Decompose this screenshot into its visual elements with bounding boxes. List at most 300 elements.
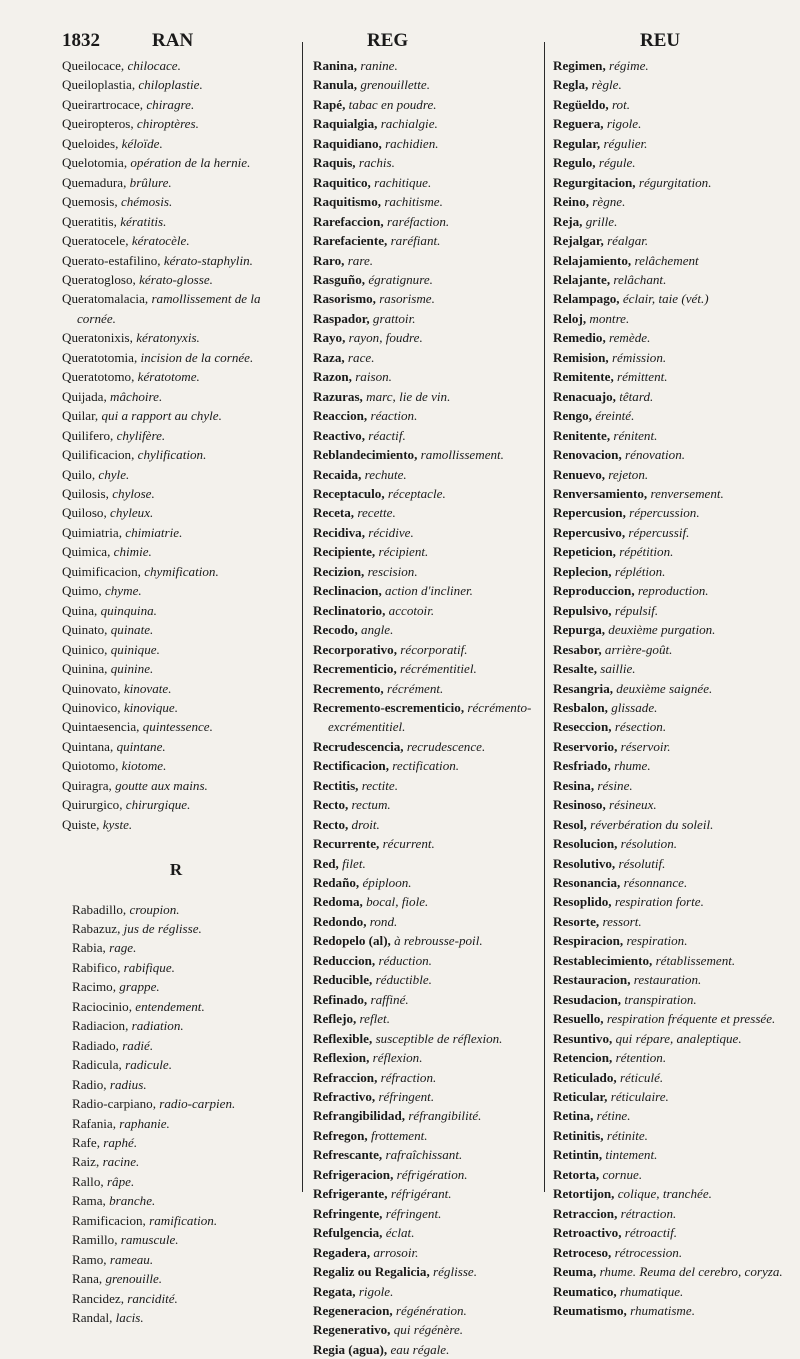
entry-headword: Rafania, — [72, 1115, 116, 1131]
entry-translation: lacis. — [115, 1310, 144, 1326]
entry-translation: réverbération du soleil. — [590, 816, 714, 832]
dictionary-entry — [313, 1223, 545, 1242]
entry-headword: Redondo, — [313, 913, 367, 929]
entry-translation: rectite. — [361, 777, 398, 793]
dictionary-entry — [313, 912, 545, 931]
entry-translation: chyme. — [104, 583, 142, 599]
entry-translation: règle. — [591, 77, 622, 93]
entry-translation: tintement. — [605, 1147, 658, 1163]
dictionary-entry — [553, 776, 796, 795]
entry-translation: raphé. — [103, 1135, 138, 1151]
entry-translation: réplétion. — [614, 563, 666, 579]
entry-headword: Reja, — [553, 213, 583, 229]
entry-translation: filet. — [342, 855, 366, 871]
entry-headword: Resuello, — [553, 1011, 604, 1027]
entry-translation: grenouille. — [105, 1271, 163, 1287]
entry-headword: Renversamiento, — [553, 485, 648, 501]
entry-translation: récrémentitiel. — [400, 661, 477, 677]
dictionary-entry — [62, 134, 290, 153]
dictionary-entry — [313, 212, 545, 231]
entry-headword: Retinitis, — [553, 1127, 604, 1143]
entry-headword: Red, — [313, 855, 339, 871]
entry-headword: Restauracion, — [553, 972, 631, 988]
dictionary-entry — [72, 1269, 290, 1288]
entry-translation: rétablissement. — [655, 952, 736, 968]
entry-headword: Querato-estafilino, — [62, 252, 161, 268]
entry-translation: qui répare, analeptique. — [615, 1030, 742, 1046]
dictionary-entry — [553, 309, 796, 328]
dictionary-entry — [72, 977, 290, 996]
entry-translation: kéloïde. — [121, 135, 163, 151]
dictionary-entry — [62, 465, 290, 484]
dictionary-entry — [553, 990, 796, 1009]
dictionary-entry — [553, 951, 796, 970]
dictionary-entry — [313, 1262, 545, 1281]
dictionary-entry — [313, 348, 545, 367]
entry-headword: Repercusivo, — [553, 524, 626, 540]
dictionary-entry — [313, 659, 545, 678]
entry-translation: résolution. — [620, 836, 678, 852]
entry-translation: reproduction. — [637, 583, 709, 599]
entry-translation: rachitique. — [374, 174, 432, 190]
entry-headword: Recremento-escrementicio, — [313, 699, 465, 715]
dictionary-column-1 — [62, 56, 290, 1328]
dictionary-entry — [313, 640, 545, 659]
dictionary-entry — [72, 1075, 290, 1094]
entry-translation: kérato-glosse. — [139, 271, 213, 287]
entry-headword: Quimo, — [62, 583, 102, 599]
entry-translation: épiploon. — [362, 875, 412, 891]
dictionary-entry — [62, 173, 290, 192]
dictionary-entry — [72, 1172, 290, 1191]
dictionary-entry — [313, 581, 545, 600]
entry-headword: Regimen, — [553, 58, 606, 73]
dictionary-entry — [553, 1009, 796, 1028]
entry-headword: Reblandecimiento, — [313, 447, 418, 463]
dictionary-entry — [553, 484, 796, 503]
entry-headword: Relajamiento, — [553, 252, 632, 268]
dictionary-entry — [62, 795, 290, 814]
entry-translation: récurrent. — [382, 836, 435, 852]
entry-translation: relâchant. — [613, 271, 667, 287]
dictionary-entry — [62, 328, 290, 347]
dictionary-entry — [313, 367, 545, 386]
dictionary-entry — [553, 795, 796, 814]
dictionary-entry — [313, 95, 545, 114]
entry-translation: marc, lie de vin. — [366, 388, 451, 404]
dictionary-entry — [553, 134, 796, 153]
entry-headword: Quilifero, — [62, 427, 114, 443]
entry-headword: Ramificacion, — [72, 1212, 146, 1228]
center-running-head: REG — [367, 30, 409, 51]
entry-headword: Reguera, — [553, 116, 604, 132]
dictionary-entry — [313, 406, 545, 425]
dictionary-entry — [72, 997, 290, 1016]
entry-translation: régénération. — [395, 1303, 467, 1318]
entry-headword: Resabor, — [553, 641, 602, 657]
entry-headword: Retortijon, — [553, 1186, 615, 1202]
dictionary-entry — [553, 601, 796, 620]
dictionary-entry — [553, 912, 796, 931]
dictionary-entry — [62, 523, 290, 542]
entry-headword: Rafe, — [72, 1135, 100, 1151]
entry-headword: Rarefaccion, — [313, 213, 384, 229]
entry-headword: Reduccion, — [313, 952, 376, 968]
dictionary-entry — [313, 815, 545, 834]
entry-headword: Regia (agua), — [313, 1341, 388, 1357]
entry-headword: Retina, — [553, 1108, 594, 1124]
entry-translation: chiroptères. — [136, 116, 199, 132]
entry-translation: rabifique. — [123, 959, 175, 975]
entry-translation: colique, tranchée. — [617, 1186, 712, 1202]
dictionary-entry — [313, 1184, 545, 1203]
entry-translation: chylification. — [137, 447, 207, 463]
entry-translation: râpe. — [106, 1173, 135, 1189]
entry-translation: saillie. — [600, 661, 636, 677]
entry-headword: Regeneracion, — [313, 1303, 393, 1318]
entry-translation: régule. — [598, 155, 636, 171]
entry-translation: rot. — [611, 96, 631, 112]
entry-translation: règne. — [592, 194, 626, 210]
entry-headword: Reducible, — [313, 972, 373, 988]
dictionary-entry — [62, 620, 290, 639]
entry-headword: Quina, — [62, 602, 98, 618]
entry-translation: quinquina. — [100, 602, 157, 618]
entry-translation: réactif. — [368, 427, 406, 443]
entry-translation: recette. — [357, 505, 396, 521]
entry-headword: Regurgitacion, — [553, 174, 636, 190]
entry-headword: Recaida, — [313, 466, 362, 482]
dictionary-entry — [72, 1250, 290, 1269]
entry-headword: Quelotomia, — [62, 155, 128, 171]
dictionary-entry — [72, 1230, 290, 1249]
entry-headword: Quilar, — [62, 408, 99, 424]
entry-list — [62, 900, 290, 1328]
entry-translation: croupion. — [129, 901, 180, 917]
entry-translation: rachidien. — [385, 135, 439, 151]
entry-headword: Resbalon, — [553, 699, 608, 715]
entry-translation: relâchement — [634, 252, 699, 268]
entry-headword: Reservorio, — [553, 738, 618, 754]
entry-translation: raffiné. — [370, 991, 409, 1007]
entry-translation: réservoir. — [620, 738, 671, 754]
entry-translation: deuxième saignée. — [616, 680, 713, 696]
dictionary-entry — [553, 75, 796, 94]
entry-headword: Radio, — [72, 1076, 107, 1092]
entry-headword: Quinina, — [62, 661, 108, 677]
dictionary-entry — [553, 873, 796, 892]
dictionary-entry — [313, 1320, 545, 1339]
entry-headword: Resinoso, — [553, 797, 606, 813]
entry-translation: raréfaction. — [386, 213, 450, 229]
entry-translation: rigole. — [606, 116, 642, 132]
dictionary-entry — [553, 270, 796, 289]
entry-headword: Rabia, — [72, 940, 106, 956]
dictionary-entry — [313, 1029, 545, 1048]
entry-headword: Radiado, — [72, 1037, 119, 1053]
entry-headword: Repeticion, — [553, 544, 616, 560]
entry-headword: Renitente, — [553, 427, 611, 443]
entry-headword: Quimiatria, — [62, 524, 122, 540]
entry-headword: Raspador, — [313, 310, 370, 326]
entry-translation: raison. — [355, 369, 392, 385]
dictionary-entry — [62, 231, 290, 250]
entry-translation: rare. — [347, 252, 374, 268]
entry-headword: Receptaculo, — [313, 485, 385, 501]
entry-headword: Resalte, — [553, 661, 597, 677]
entry-headword: Rarefaciente, — [313, 233, 388, 249]
entry-headword: Ranula, — [313, 77, 358, 93]
entry-translation: rétine. — [596, 1108, 631, 1124]
dictionary-entry — [313, 1068, 545, 1087]
entry-headword: Restablecimiento, — [553, 952, 653, 968]
entry-translation: réticulaire. — [610, 1089, 669, 1105]
entry-translation: ramification. — [149, 1212, 218, 1228]
dictionary-entry — [553, 348, 796, 367]
entry-translation: kyste. — [102, 816, 133, 832]
dictionary-entry — [553, 1087, 796, 1106]
entry-headword: Resonancia, — [553, 875, 621, 891]
dictionary-entry — [313, 56, 545, 75]
dictionary-entry — [553, 1204, 796, 1223]
entry-translation: résection. — [614, 719, 667, 735]
entry-headword: Refrescante, — [313, 1147, 383, 1163]
entry-headword: Recidiva, — [313, 524, 366, 540]
entry-translation: rectification. — [392, 758, 460, 774]
dictionary-entry — [553, 698, 796, 717]
entry-translation: reflet. — [359, 1011, 390, 1027]
dictionary-entry — [553, 212, 796, 231]
dictionary-entry — [313, 562, 545, 581]
entry-translation: rhumatique. — [619, 1283, 684, 1299]
entry-translation: rasorisme. — [379, 291, 435, 307]
dictionary-entry — [313, 1165, 545, 1184]
entry-translation: branche. — [109, 1193, 156, 1209]
entry-translation: radicule. — [125, 1057, 173, 1073]
dictionary-entry — [553, 620, 796, 639]
entry-headword: Reactivo, — [313, 427, 365, 443]
entry-translation: réticulé. — [619, 1069, 664, 1085]
entry-headword: Recizion, — [313, 563, 365, 579]
entry-headword: Rengo, — [553, 408, 592, 424]
entry-translation: glissade. — [611, 699, 658, 715]
entry-translation: résonnance. — [623, 875, 688, 891]
entry-headword: Rapé, — [313, 96, 346, 112]
entry-headword: Quintaesencia, — [62, 719, 140, 735]
entry-headword: Reclinacion, — [313, 583, 382, 599]
dictionary-entry — [62, 679, 290, 698]
dictionary-entry — [313, 931, 545, 950]
dictionary-entry — [553, 1184, 796, 1203]
entry-headword: Reuma, — [553, 1264, 597, 1280]
entry-translation: réfrigérant. — [390, 1186, 452, 1202]
dictionary-entry — [313, 153, 545, 172]
dictionary-entry — [553, 834, 796, 853]
dictionary-entry — [62, 289, 290, 328]
dictionary-entry — [313, 1204, 545, 1223]
dictionary-entry — [313, 542, 545, 561]
entry-translation: ramollissement. — [420, 447, 504, 463]
entry-headword: Reflexible, — [313, 1030, 373, 1046]
dictionary-entry — [313, 698, 545, 737]
dictionary-entry — [553, 231, 796, 250]
page-header — [0, 30, 800, 56]
entry-translation: chylifère. — [116, 427, 166, 443]
dictionary-entry — [553, 251, 796, 270]
dictionary-entry — [553, 328, 796, 347]
dictionary-entry — [313, 892, 545, 911]
entry-headword: Refregon, — [313, 1127, 368, 1143]
dictionary-entry — [553, 1068, 796, 1087]
entry-headword: Queratonixis, — [62, 330, 133, 346]
entry-translation: eau régale. — [390, 1341, 450, 1357]
entry-translation: brûlure. — [129, 174, 172, 190]
dictionary-entry — [313, 1048, 545, 1067]
entry-translation: récipient. — [378, 544, 429, 560]
dictionary-entry — [72, 1133, 290, 1152]
entry-translation: grappe. — [119, 979, 160, 995]
entry-translation: ramollissement de la cornée. — [77, 291, 261, 326]
entry-translation: rétraction. — [620, 1205, 677, 1221]
section-letter: R — [169, 860, 183, 880]
entry-headword: Repulsivo, — [553, 602, 612, 618]
entry-translation: arrière-goût. — [604, 641, 673, 657]
entry-headword: Reino, — [553, 194, 590, 210]
dictionary-entry — [553, 503, 796, 522]
entry-headword: Quintana, — [62, 738, 114, 754]
dictionary-entry — [553, 679, 796, 698]
entry-headword: Reticulado, — [553, 1069, 617, 1085]
dictionary-entry — [313, 445, 545, 464]
dictionary-entry — [313, 114, 545, 133]
entry-translation: jus de réglisse. — [123, 921, 202, 937]
entry-translation: chimiatrie. — [125, 524, 183, 540]
entry-translation: chémosis. — [120, 194, 173, 210]
dictionary-entry — [553, 1223, 796, 1242]
entry-headword: Rasguño, — [313, 271, 366, 287]
dictionary-entry — [313, 484, 545, 503]
entry-headword: Razuras, — [313, 388, 363, 404]
dictionary-entry — [313, 465, 545, 484]
entry-headword: Replecion, — [553, 563, 612, 579]
entry-headword: Regla, — [553, 77, 589, 93]
entry-translation: ressort. — [602, 913, 642, 929]
entry-translation: récrémento-excrémentitiel. — [328, 699, 532, 735]
dictionary-entry — [62, 756, 290, 775]
dictionary-entry — [72, 1191, 290, 1210]
entry-headword: Reflexion, — [313, 1050, 370, 1066]
entry-translation: quintane. — [116, 738, 166, 754]
entry-translation: respiration. — [626, 933, 688, 949]
entry-headword: Refrigerante, — [313, 1186, 388, 1202]
entry-headword: Rabazuz, — [72, 921, 121, 937]
left-running-head: RAN — [152, 30, 194, 51]
dictionary-entry — [62, 270, 290, 289]
entry-translation: rage. — [109, 940, 137, 956]
entry-headword: Resorte, — [553, 913, 600, 929]
entry-translation: opération de la hernie. — [130, 155, 251, 171]
dictionary-entry — [72, 1211, 290, 1230]
dictionary-entry — [313, 1282, 545, 1301]
dictionary-entry — [313, 1243, 545, 1262]
entry-headword: Ramillo, — [72, 1232, 118, 1248]
dictionary-entry — [313, 970, 545, 989]
entry-translation: renversement. — [650, 485, 724, 501]
entry-headword: Refrigeracion, — [313, 1166, 394, 1182]
entry-translation: rescision. — [367, 563, 418, 579]
entry-headword: Resol, — [553, 816, 587, 832]
dictionary-entry — [553, 970, 796, 989]
entry-translation: quinate. — [110, 622, 154, 638]
entry-translation: grattoir. — [372, 310, 416, 326]
entry-translation: incision de la cornée. — [140, 349, 254, 365]
entry-translation: rétroactif. — [624, 1225, 678, 1241]
dictionary-entry — [72, 938, 290, 957]
entry-translation: bocal, fiole. — [366, 894, 429, 910]
entry-headword: Recorporativo, — [313, 641, 397, 657]
entry-translation: rachis. — [358, 155, 395, 171]
dictionary-entry — [553, 173, 796, 192]
entry-translation: radiation. — [131, 1018, 184, 1034]
entry-headword: Reaccion, — [313, 408, 368, 424]
entry-translation: régurgitation. — [638, 174, 712, 190]
entry-translation: ranine. — [360, 58, 398, 73]
entry-translation: rhumatisme. — [630, 1303, 695, 1318]
entry-translation: réceptacle. — [387, 485, 446, 501]
entry-headword: Resolutivo, — [553, 855, 616, 871]
entry-headword: Rancidez, — [72, 1290, 124, 1306]
entry-translation: droit. — [351, 816, 380, 832]
entry-list — [62, 56, 290, 834]
entry-translation: cornue. — [602, 1166, 643, 1182]
entry-headword: Resudacion, — [553, 991, 622, 1007]
entry-headword: Quiragra, — [62, 777, 112, 793]
entry-translation: éreinté. — [595, 408, 635, 424]
entry-headword: Queilocace, — [62, 58, 125, 73]
dictionary-entry — [313, 834, 545, 853]
entry-headword: Quinovato, — [62, 680, 121, 696]
entry-headword: Ranina, — [313, 58, 358, 73]
dictionary-entry — [553, 289, 796, 308]
dictionary-entry — [553, 581, 796, 600]
dictionary-entry — [313, 231, 545, 250]
entry-translation: grille. — [585, 213, 618, 229]
entry-headword: Quilosis, — [62, 485, 109, 501]
dictionary-entry — [313, 620, 545, 639]
entry-translation: rejeton. — [608, 466, 649, 482]
dictionary-entry — [553, 95, 796, 114]
dictionary-entry — [313, 679, 545, 698]
entry-headword: Remedio, — [553, 330, 606, 346]
entry-headword: Resoplido, — [553, 894, 612, 910]
dictionary-entry — [62, 114, 290, 133]
entry-headword: Refulgencia, — [313, 1225, 383, 1241]
entry-headword: Rejalgar, — [553, 233, 604, 249]
dictionary-entry — [553, 153, 796, 172]
dictionary-entry — [62, 75, 290, 94]
entry-translation: récidive. — [368, 524, 414, 540]
dictionary-entry — [553, 1126, 796, 1145]
entry-headword: Recodo, — [313, 622, 358, 638]
entry-headword: Queratotomia, — [62, 349, 138, 365]
entry-translation: kératocèle. — [131, 233, 190, 249]
entry-headword: Quinico, — [62, 641, 108, 657]
entry-translation: kératotome. — [137, 369, 200, 385]
entry-headword: Radio-carpiano, — [72, 1096, 156, 1112]
dictionary-entry — [313, 328, 545, 347]
entry-headword: Raiz, — [72, 1154, 100, 1170]
entry-headword: Retroactivo, — [553, 1225, 622, 1241]
